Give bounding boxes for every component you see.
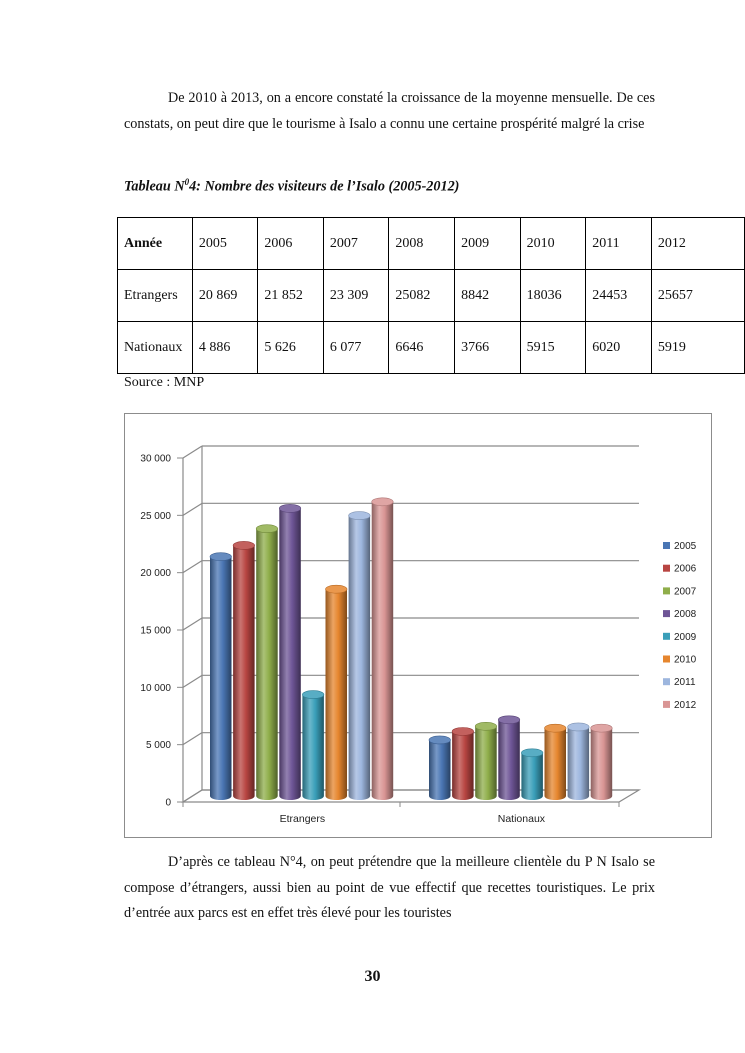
table-caption: Tableau $N^04$: Nombre des visiteurs de l’Isalo (2005-2012) bbox=[124, 177, 460, 195]
table-cell: 25657 bbox=[651, 270, 744, 322]
table-year-cell: 2007 bbox=[323, 218, 389, 270]
table-source: Source : MNP bbox=[124, 375, 205, 390]
analysis-paragraph-text: D’après ce tableau N°4, on peut prétendre que la meilleure clientèle du P N Isalo se compose d’étrangers, aussi bien au point de vue effectif que recettes touristiques. Le prix d’entrée aux parcs est en effet très élevé pour les touristes bbox=[124, 854, 655, 921]
table-cell: 25082 bbox=[389, 270, 455, 322]
table-cell: 6020 bbox=[586, 322, 652, 374]
table-cell: 5 626 bbox=[258, 322, 324, 374]
bar-nationaux-2009 bbox=[521, 753, 543, 800]
gridline-depth bbox=[183, 561, 202, 573]
table-cell: 3766 bbox=[455, 322, 521, 374]
gridline-depth bbox=[183, 733, 202, 745]
intro-paragraph bbox=[124, 86, 655, 137]
table-cell: 6646 bbox=[389, 322, 455, 374]
bar-top-etrangers-2008 bbox=[279, 504, 301, 512]
legend-swatch-2007 bbox=[663, 587, 670, 594]
bar-nationaux-2010 bbox=[545, 728, 567, 800]
table-year-cell: 2011 bbox=[586, 218, 652, 270]
bar-top-nationaux-2007 bbox=[475, 722, 497, 730]
bar-nationaux-2012 bbox=[591, 728, 613, 800]
table-cell: 18036 bbox=[520, 270, 586, 322]
bar-top-nationaux-2012 bbox=[591, 724, 613, 732]
legend-label: 2010 bbox=[674, 654, 697, 666]
table-year-cell: 2005 bbox=[192, 218, 258, 270]
table-row bbox=[118, 322, 745, 374]
bar-top-etrangers-2010 bbox=[326, 585, 348, 593]
table-cell: 21 852 bbox=[258, 270, 324, 322]
bar-etrangers-2010 bbox=[326, 589, 348, 800]
legend-swatch-2009 bbox=[663, 633, 670, 640]
table-year-cell: 2008 bbox=[389, 218, 455, 270]
table-cell: 8842 bbox=[455, 270, 521, 322]
y-tick-label: 0 bbox=[165, 797, 171, 809]
table-header-row bbox=[118, 218, 745, 270]
bar-nationaux-2007 bbox=[475, 726, 497, 800]
legend-swatch-2006 bbox=[663, 565, 670, 572]
legend-label: 2006 bbox=[674, 563, 697, 575]
legend-swatch-2012 bbox=[663, 701, 670, 708]
bar-top-nationaux-2008 bbox=[498, 716, 520, 724]
gridline-depth bbox=[183, 503, 202, 515]
table-year-cell: 2006 bbox=[258, 218, 324, 270]
page-number: 30 bbox=[364, 968, 381, 985]
x-category-label: Nationaux bbox=[497, 813, 546, 825]
bar-top-nationaux-2011 bbox=[568, 723, 590, 731]
intro-paragraph-text: De 2010 à 2013, on a encore constaté la croissance de la moyenne mensuelle. De ces constats, on peut dire que le tourisme à Isalo a connu une certaine prospérité malgré la crise bbox=[124, 90, 655, 132]
gridline-depth bbox=[183, 446, 202, 458]
legend-label: 2005 bbox=[674, 541, 697, 552]
table-cell: 5919 bbox=[651, 322, 744, 374]
legend-swatch-2008 bbox=[663, 610, 670, 617]
bar-etrangers-2008 bbox=[279, 508, 301, 800]
bar-etrangers-2007 bbox=[256, 529, 278, 800]
visitors-chart bbox=[124, 413, 712, 838]
bar-etrangers-2009 bbox=[302, 695, 324, 800]
bar-top-nationaux-2006 bbox=[452, 727, 474, 735]
bar-etrangers-2011 bbox=[349, 516, 371, 800]
legend-swatch-2010 bbox=[663, 656, 670, 663]
y-tick-label: 15 000 bbox=[140, 625, 171, 637]
y-tick-label: 30 000 bbox=[140, 453, 171, 465]
table-header-label: Année bbox=[118, 218, 193, 270]
bar-etrangers-2006 bbox=[233, 545, 255, 800]
gridline-depth bbox=[183, 618, 202, 630]
bar-nationaux-2011 bbox=[568, 727, 590, 800]
table-cell: 20 869 bbox=[192, 270, 258, 322]
bar-top-nationaux-2010 bbox=[545, 724, 567, 732]
gridline-depth bbox=[183, 675, 202, 687]
table-cell: 24453 bbox=[586, 270, 652, 322]
table-year-cell: 2010 bbox=[520, 218, 586, 270]
legend-swatch-2005 bbox=[663, 542, 670, 549]
bar-nationaux-2008 bbox=[498, 720, 520, 800]
legend-label: 2009 bbox=[674, 631, 697, 643]
table-cell: 5915 bbox=[520, 322, 586, 374]
y-tick-label: 10 000 bbox=[140, 682, 171, 694]
analysis-paragraph bbox=[124, 850, 655, 927]
bar-top-etrangers-2007 bbox=[256, 525, 278, 533]
bar-top-etrangers-2009 bbox=[302, 691, 324, 699]
legend-swatch-2011 bbox=[663, 678, 670, 685]
bar-top-etrangers-2006 bbox=[233, 541, 255, 549]
bar-etrangers-2012 bbox=[372, 502, 394, 800]
y-tick-label: 25 000 bbox=[140, 510, 171, 522]
y-tick-label: 5 000 bbox=[145, 740, 171, 752]
legend-label: 2007 bbox=[674, 586, 697, 598]
bar-top-nationaux-2005 bbox=[429, 736, 451, 744]
table-row-label: Etrangers bbox=[118, 270, 193, 322]
table-row bbox=[118, 270, 745, 322]
table-year-cell: 2009 bbox=[455, 218, 521, 270]
bar-nationaux-2006 bbox=[452, 731, 474, 800]
bar-top-nationaux-2009 bbox=[521, 749, 543, 757]
table-row-label: Nationaux bbox=[118, 322, 193, 374]
visitors-table bbox=[117, 217, 745, 374]
table-cell: 23 309 bbox=[323, 270, 389, 322]
bar-etrangers-2005 bbox=[210, 557, 232, 800]
bar-top-etrangers-2005 bbox=[210, 553, 232, 561]
legend-label: 2008 bbox=[674, 609, 697, 621]
chart-svg bbox=[125, 414, 711, 837]
table-year-cell: 2012 bbox=[651, 218, 744, 270]
legend-label: 2012 bbox=[674, 699, 697, 711]
table-cell: 4 886 bbox=[192, 322, 258, 374]
bar-top-etrangers-2011 bbox=[349, 512, 371, 520]
legend-label: 2011 bbox=[674, 677, 696, 689]
bar-nationaux-2005 bbox=[429, 740, 451, 800]
bar-top-etrangers-2012 bbox=[372, 498, 394, 506]
table-cell: 6 077 bbox=[323, 322, 389, 374]
y-tick-label: 20 000 bbox=[140, 568, 171, 580]
x-category-label: Etrangers bbox=[279, 813, 326, 825]
